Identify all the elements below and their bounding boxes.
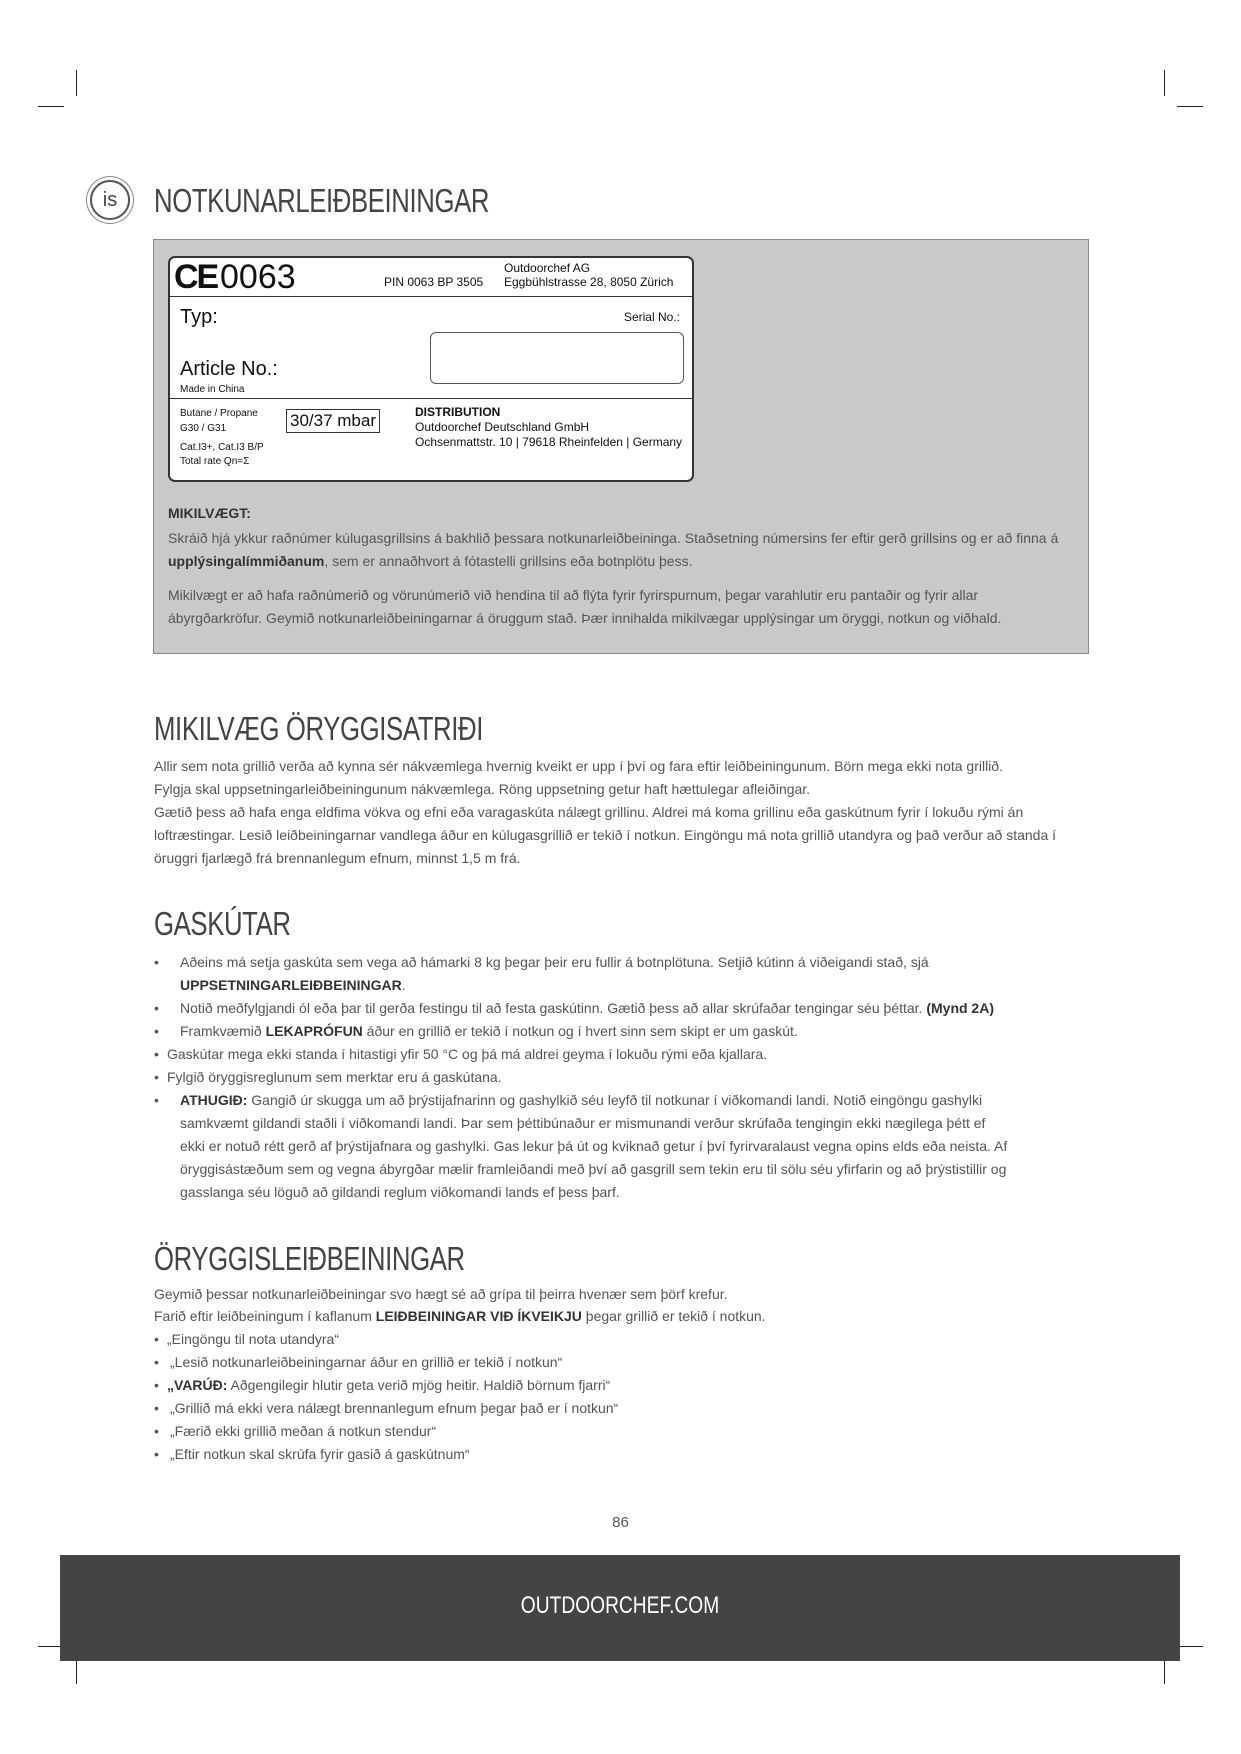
crop-mark [38,106,64,107]
crop-mark [1177,1646,1203,1647]
important-heading: MIKILVÆGT: [168,505,251,521]
gas-bullet-6-line-4: öryggisástæðum sem og vegna ábyrgðar mælir framleiðandi með því að gasgrill sem tekin eru til sölu séu yfirfarin og að þrýstistillir og [180,1161,1007,1177]
serial-label: Serial No.: [623,310,680,324]
made-in: Made in China [180,384,245,395]
safety-paragraph-3: Gætið þess að hafa enga eldfima vökva og efni eða varagaskúta nálægt grillinu. Aldrei má koma grillinu eða gaskútnum fyrir í lokuðu rými án loftræstingar. Lesið leiðbeiningarnar vandlega áður en kúlugasgrillið er tekið í notkun. Eingöngu má nota grillið utandyra og það verður að standa í öruggri fjarlægð frá brennanlegum efnum, minnst 1,5 m frá. [154,804,1057,866]
page-number: 86 [612,1514,629,1531]
instruction-item-2: • „Lesið notkunarleiðbeiningarnar áður en grillið er tekið í notkun“ [154,1354,563,1370]
total-rate: Total rate Qn=Σ [180,456,250,467]
crop-mark [76,1658,77,1684]
rating-plate-header [170,258,692,297]
instruction-item-1: • „Eingöngu til nota utandyra“ [154,1331,339,1347]
distribution-company: Outdoorchef Deutschland GmbH [415,420,590,434]
distribution-heading: DISTRIBUTION [415,405,501,419]
distribution-address: Ochsenmattstr. 10 | 79618 Rheinfelden | Germany [415,435,683,449]
instruction-item-3: • „VARÚÐ: Aðgengilegir hlutir geta verið mjög heitir. Haldið börnum fjarri“ [154,1377,611,1393]
crop-mark [1164,70,1165,96]
ce-mark: CE [174,258,218,296]
gas-category: Cat.I3+, Cat.I3 B/P [180,442,264,453]
gas-bullet-6: • ATHUGIÐ: Gangið úr skugga um að þrýstijafnarinn og gashylkið séu leyfð til notkunar í viðkomandi landi. Notið eingöngu gashylki [154,1092,983,1108]
gas-bullet-5: • Fylgið öryggisreglunum sem merktar eru á gaskútana. [154,1069,502,1085]
serial-number-box [430,332,684,384]
instruction-item-5: • „Færið ekki grillið meðan á notkun stendur“ [154,1423,437,1439]
instructions-paragraph-1: Geymið þessar notkunarleiðbeiningar svo hægt sé að grípa til þeirra hvenær sem þörf krefur. [154,1286,728,1302]
footer-bar [60,1555,1180,1661]
instruction-item-6: • „Eftir notkun skal skrúfa fyrir gasið á gaskútnum“ [154,1446,470,1462]
gas-bullet-6-line-2: samkvæmt gildandi staðli í viðkomandi landi. Þar sem þéttibúnaður er mismunandi verður skrúfaða tengingin ekki nægilega þétt ef [180,1115,986,1131]
crop-mark [76,70,77,96]
gas-bullet-3: • Framkvæmið LEKAPRÓFUN áður en grillið er tekið í notkun og í hvert sinn sem skipt er um gaskút. [154,1023,798,1039]
instructions-paragraph-2: Farið eftir leiðbeiningum í kaflanum LEIÐBEININGAR VIÐ ÍKVEIKJU þegar grillið er tekið í notkun. [154,1308,766,1324]
safety-heading: MIKILVÆG ÖRYGGISATRIÐI [154,710,483,747]
gas-codes: G30 / G31 [180,423,227,434]
pressure-value: 30/37 mbar [286,409,380,433]
gas-bullet-6-line-3: ekki er notuð rétt gerð af þrýstijafnara og gashylki. Gas lekur þá út og kviknað getur í því fyrirvaralaust vegna opins elds eða neista. Af [180,1138,1008,1154]
manufacturer-address: Eggbühlstrasse 28, 8050 Zürich [504,275,674,289]
type-label: Typ: [180,306,218,328]
gas-heading: GASKÚTAR [154,905,291,942]
important-paragraph-1: Skráið hjá ykkur raðnúmer kúlugasgrillsins á bakhlið þessara notkunarleiðbeininga. Staðsetning númersins fer eftir gerð grillsins og er að finna á upplýsingalímmiðanum, sem er annaðhvort á fótastelli grillsins eða botnplötu þess. [168,530,1059,569]
safety-paragraph-2: Fylgja skal uppsetningarleiðbeiningunum nákvæmlega. Röng uppsetning getur haft hættulegar afleiðingar. [154,781,811,797]
gas-bullet-1-cont: UPPSETNINGARLEIÐBEININGAR. [180,977,406,993]
instructions-heading: ÖRYGGISLEIÐBEININGAR [154,1240,465,1277]
rating-plate-divider [170,398,692,399]
gas-type: Butane / Propane [180,408,258,419]
instruction-item-4: • „Grillið má ekki vera nálægt brennanlegum efnum þegar það er í notkun“ [154,1400,619,1416]
crop-mark [1177,106,1203,107]
article-label: Article No.: [180,358,278,380]
gas-bullet-6-line-5: gasslanga séu löguð að gildandi reglum viðkomandi lands ef þess þarf. [180,1184,620,1200]
gas-bullet-2: • Notið meðfylgjandi ól eða þar til gerða festingu til að festa gaskútinn. Gætið þess að allar skrúfaðar tengingar séu þéttar. (Mynd 2A) [154,1000,994,1016]
language-badge: is [90,180,130,220]
gas-bullet-1: • Aðeins má setja gaskúta sem vega að hámarki 8 kg þegar þeir eru fullir á botnplötuna. Setjið kútinn á viðeigandi stað, sjá [154,954,929,970]
crop-mark [1164,1658,1165,1684]
rating-plate [168,256,694,482]
important-paragraph-2: Mikilvægt er að hafa raðnúmerið og vörunúmerið við hendina til að flýta fyrir fyrirspurnum, þegar varahlutir eru pantaðir og fyrir allar ábyrgðarkröfur. Geymið notkunarleiðbeiningarnar á öruggum stað. Þær innihalda mikilvægar upplýsingar um öryggi, notkun og viðhald. [168,587,1002,626]
safety-paragraph-1: Allir sem nota grillið verða að kynna sér nákvæmlega hvernig kveikt er upp í því og fara eftir leiðbeiningunum. Börn mega ekki nota grillið. [154,758,1003,774]
pin-number: PIN 0063 BP 3505 [384,275,484,289]
ce-number: 0063 [220,258,296,296]
gas-bullet-4: • Gaskútar mega ekki standa í hitastigi yfir 50 °C og þá má aldrei geyma í lokuðu rými eða kjallara. [154,1046,768,1062]
footer-website: OUTDOORCHEF.COM [520,1592,720,1619]
manufacturer-name: Outdoorchef AG [504,261,591,275]
page-title: NOTKUNARLEIÐBEININGAR [154,182,490,219]
